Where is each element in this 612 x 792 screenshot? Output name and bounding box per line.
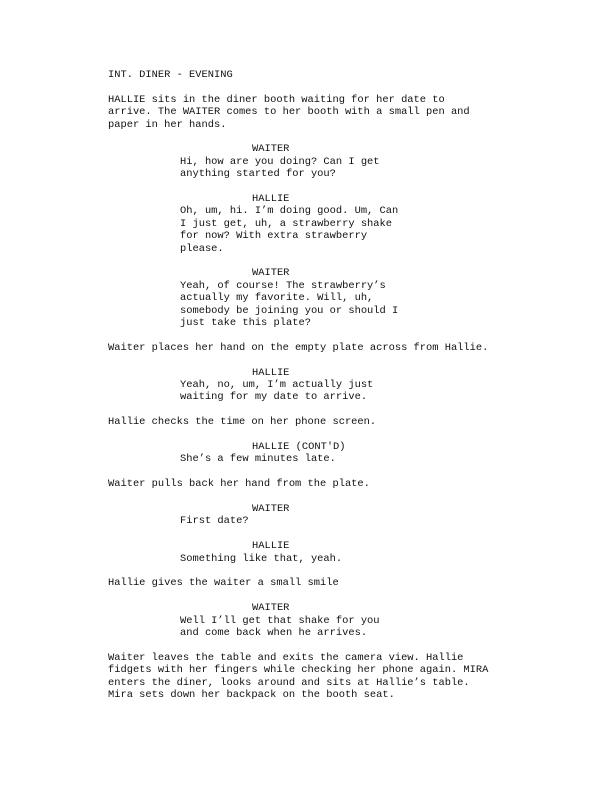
dialogue-line: just take this plate?	[180, 317, 311, 330]
action-line: Hallie checks the time on her phone screen.	[108, 416, 377, 429]
dialogue-text	[180, 515, 440, 527]
action-line: arrive. The WAITER comes to her booth with a small pen and	[108, 106, 470, 119]
action-line: Hallie gives the waiter a small smile	[108, 577, 339, 590]
dialogue-text	[180, 553, 440, 565]
dialogue-text	[180, 379, 440, 404]
character-name: HALLIE	[252, 540, 290, 553]
action-line: Waiter pulls back her hand from the plate.	[108, 478, 370, 491]
dialogue-text	[180, 280, 440, 330]
action-line: Mira sets down her backpack on the booth seat.	[108, 689, 395, 702]
dialogue-block	[108, 367, 548, 404]
dialogue-line: Yeah, of course! The strawberry’s	[180, 279, 386, 292]
dialogue-line: waiting for my date to arrive.	[180, 391, 368, 404]
action-paragraph	[108, 478, 548, 490]
dialogue-line: and come back when he arrives.	[180, 627, 368, 640]
dialogue-line: Well I’ll get that shake for you	[180, 614, 380, 627]
dialogue-line: Yeah, no, um, I’m actually just	[180, 379, 374, 392]
dialogue-block	[108, 441, 548, 466]
action-paragraph	[108, 416, 548, 428]
dialogue-block	[108, 143, 548, 180]
dialogue-block	[108, 193, 548, 255]
character-name: WAITER	[252, 503, 290, 516]
dialogue-text	[180, 453, 440, 465]
action-paragraph	[108, 94, 548, 131]
dialogue-block	[108, 602, 548, 639]
dialogue-line: First date?	[180, 515, 249, 528]
character-name: HALLIE	[252, 193, 290, 206]
dialogue-line: anything started for you?	[180, 168, 336, 181]
action-line: Waiter leaves the table and exits the camera view. Hallie	[108, 651, 464, 664]
action-line: enters the diner, looks around and sits at Hallie’s table.	[108, 676, 470, 689]
character-name: HALLIE	[252, 366, 290, 379]
action-line: paper in her hands.	[108, 118, 227, 131]
character-name: WAITER	[252, 267, 290, 280]
screenplay-body	[108, 69, 548, 714]
dialogue-block	[108, 267, 548, 329]
dialogue-line: I just get, uh, a strawberry shake	[180, 217, 393, 230]
dialogue-text	[180, 205, 440, 255]
action-line: Waiter places her hand on the empty plate across from Hallie.	[108, 341, 489, 354]
dialogue-line: for now? With extra strawberry	[180, 230, 368, 243]
dialogue-text	[180, 156, 440, 181]
dialogue-line: actually my favorite. Will, uh,	[180, 292, 374, 305]
action-line: fidgets with her fingers while checking her phone again. MIRA	[108, 664, 489, 677]
dialogue-block	[108, 503, 548, 528]
dialogue-line: Something like that, yeah.	[180, 552, 343, 565]
scene-heading: INT. DINER - EVENING	[108, 69, 233, 81]
dialogue-line: somebody be joining you or should I	[180, 304, 399, 317]
character-name: WAITER	[252, 602, 290, 615]
action-line: HALLIE sits in the diner booth waiting for her date to	[108, 93, 445, 106]
dialogue-line: please.	[180, 242, 224, 255]
action-paragraph	[108, 342, 548, 354]
dialogue-line: Hi, how are you doing? Can I get	[180, 155, 380, 168]
dialogue-line: She’s a few minutes late.	[180, 453, 336, 466]
dialogue-block	[108, 540, 548, 565]
dialogue-text	[180, 615, 440, 640]
action-paragraph	[108, 652, 548, 702]
character-name: WAITER	[252, 143, 290, 156]
character-name: HALLIE (CONT'D)	[252, 441, 346, 454]
dialogue-line: Oh, um, hi. I’m doing good. Um, Can	[180, 205, 399, 218]
action-paragraph	[108, 577, 548, 589]
